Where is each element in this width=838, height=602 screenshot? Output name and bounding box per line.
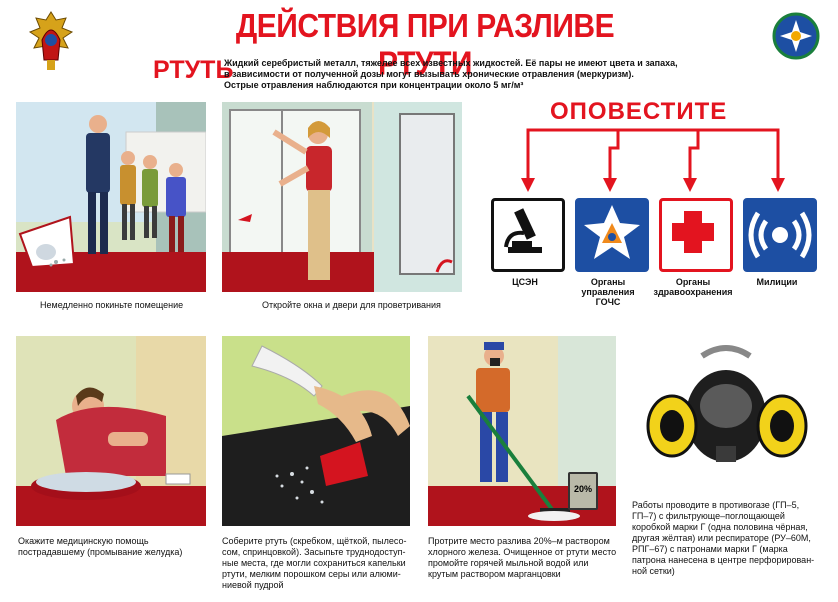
illustration-medical-help xyxy=(16,336,206,526)
illustration-collect-mercury xyxy=(222,336,410,526)
org-label-police: Милиции xyxy=(756,277,798,287)
caption-leave-room: Немедленно покиньте помещение xyxy=(40,300,184,310)
caption-medical-help: Окажите медицинскую помощь пострадавшему (промывание желудка) xyxy=(18,536,183,557)
emergency-star-icon xyxy=(578,201,646,269)
caption-collect-mercury: Соберите ртуть (скребком, щёткой, пылесо- сом, спринцовкой). Засыпьте труднодоступ- ные места, где могли сохраниться капельки ртути, мелким порошком серы или алюми- ниевой пудрой xyxy=(222,536,407,590)
org-health xyxy=(659,198,733,272)
description-line: Острые отравления наблюдаются при концентрации около 5 мг/м³ xyxy=(224,80,524,90)
rescue-service-logo-icon xyxy=(772,12,820,60)
illustration-open-windows xyxy=(222,102,462,292)
caption-wash-floor: Протрите место разлива 20%–м раствором хлорного железа. Очищенное от ртути место промойте горячей мыльной водой или крутым раствором марганцовки xyxy=(428,536,617,579)
red-cross-icon xyxy=(662,201,724,263)
description-line: в зависимости от полученной дозы могут вызывать хронические отравления (меркуризм). xyxy=(224,69,634,79)
org-police xyxy=(743,198,817,272)
radio-signal-icon xyxy=(746,201,814,269)
notify-connector-lines xyxy=(488,126,818,202)
illustration-gas-mask xyxy=(632,336,820,496)
org-sanepid xyxy=(491,198,565,272)
emergency-ministry-emblem-icon xyxy=(28,10,74,72)
org-label-sanepid: ЦСЭН xyxy=(512,277,538,287)
notify-title: ОПОВЕСТИТЕ xyxy=(550,98,728,125)
org-emergency xyxy=(575,198,649,272)
bucket-label: 20% xyxy=(568,472,598,510)
org-label-health: Органы здравоохранения xyxy=(653,277,733,297)
microscope-icon xyxy=(494,201,556,263)
caption-open-windows: Откройте окна и двери для проветривания xyxy=(262,300,441,310)
description-line: Жидкий серебристый металл, тяжелее всех известных жидкостей. Её пары не имеют цвета и запаха, xyxy=(224,58,678,68)
illustration-leave-room xyxy=(16,102,206,292)
page-title: ДЕЙСТВИЯ ПРИ РАЗЛИВЕ РТУТИ xyxy=(235,8,615,83)
description-text xyxy=(224,58,824,91)
illustration-wash-floor xyxy=(428,336,616,526)
subtitle-word: РТУТЬ xyxy=(153,56,234,84)
org-label-emergency: Органы управления ГОЧС xyxy=(581,277,635,307)
caption-gas-mask: Работы проводите в противогазе (ГП–5, ГП–7) с фильтрующе–поглощающей коробкой марки Г (одна половина чёрная, другая жёлтая) или респираторе (РУ–60М, РПГ–67) с патронами марки Г (марка патрона нанесена в центре перфорирован- ной сетки) xyxy=(632,500,815,576)
